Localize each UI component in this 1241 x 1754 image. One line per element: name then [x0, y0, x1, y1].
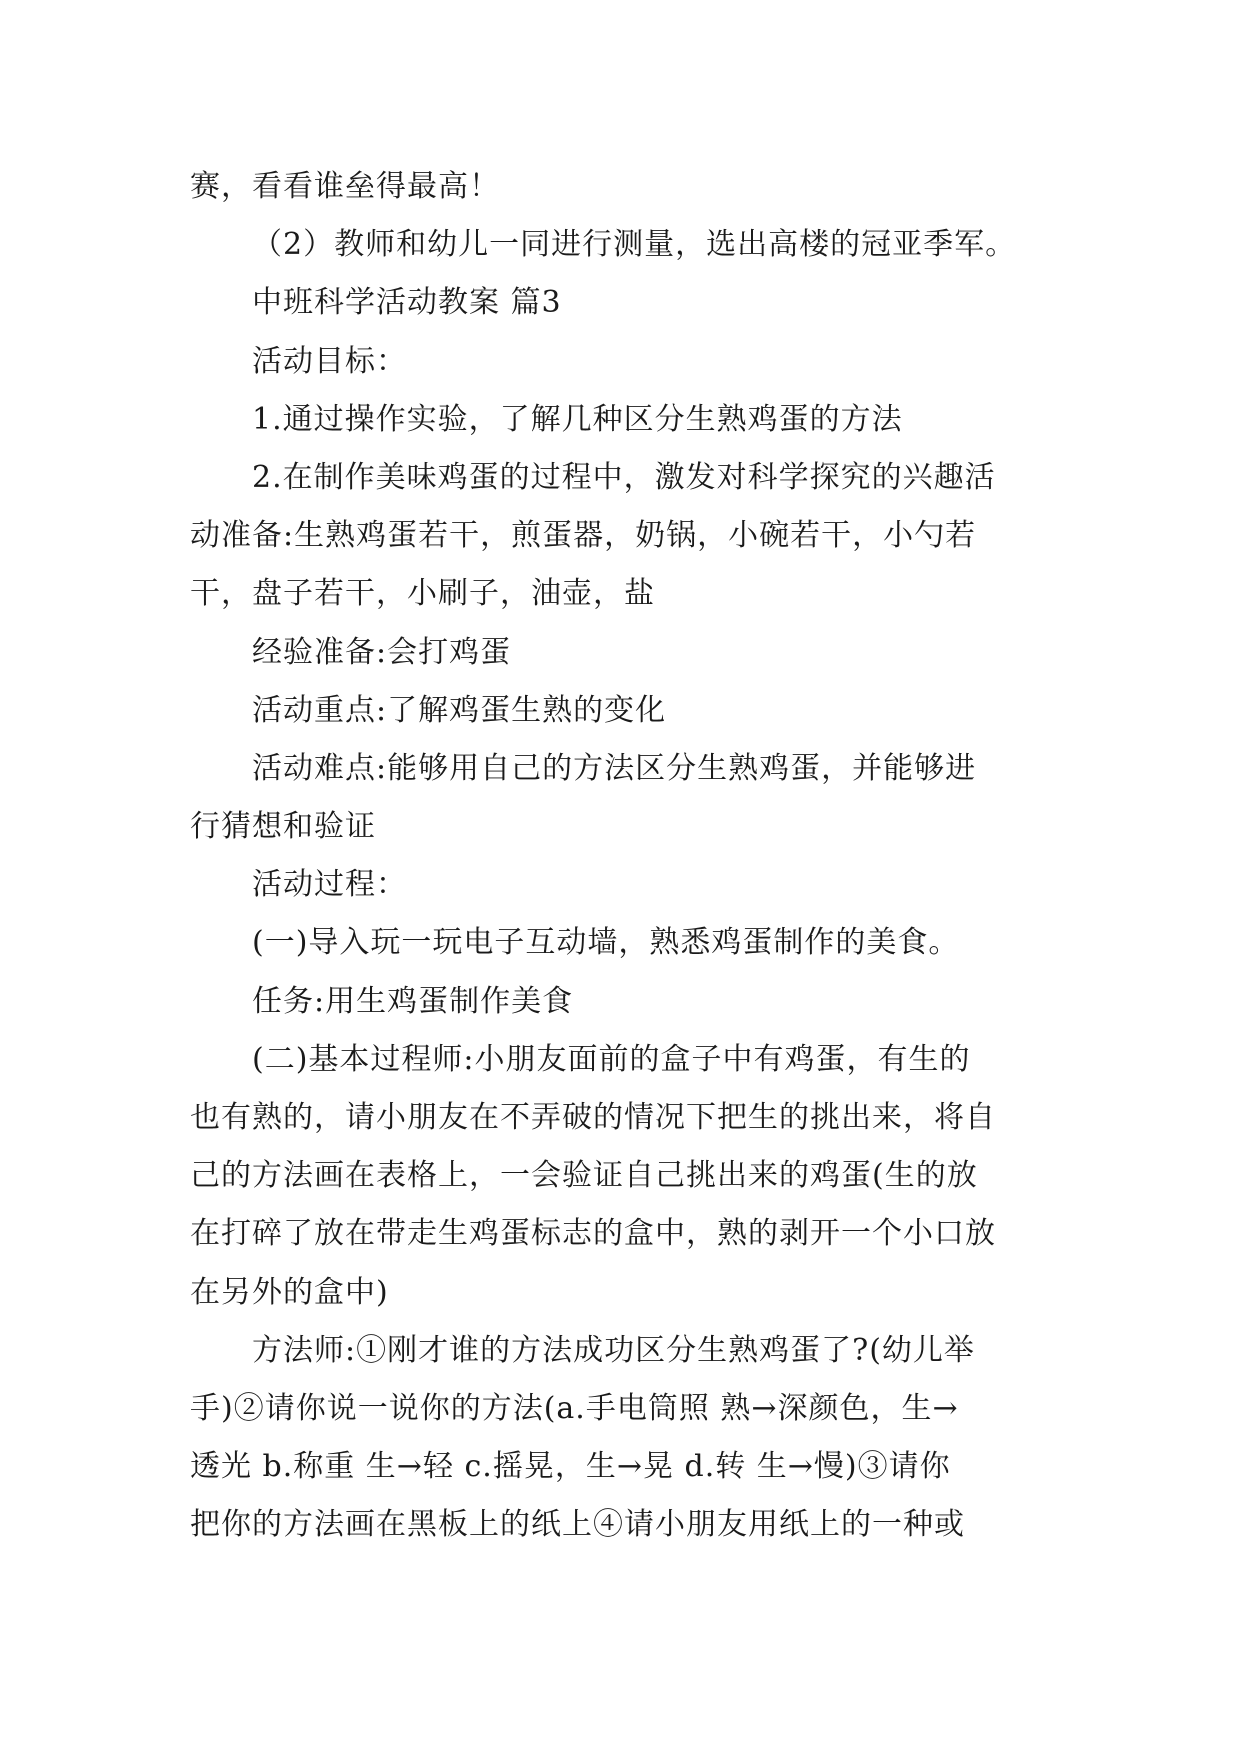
text-line: 1.通过操作实验，了解几种区分生熟鸡蛋的方法 — [252, 401, 903, 437]
text-line: 己的方法画在表格上，一会验证自己挑出来的鸡蛋(生的放 — [190, 1158, 978, 1194]
text-line: 活动重点:了解鸡蛋生熟的变化 — [252, 692, 667, 728]
text-line: 经验准备:会打鸡蛋 — [252, 634, 512, 670]
text-line: 手)②请你说一说你的方法(a.手电筒照 熟→深颜色，生→ — [190, 1390, 959, 1426]
text-line: 在另外的盒中) — [190, 1274, 389, 1310]
text-line: 行猜想和验证 — [190, 809, 376, 845]
text-line: 在打碎了放在带走生鸡蛋标志的盒中，熟的剥开一个小口放 — [190, 1216, 996, 1252]
text-line: (二)基本过程师:小朋友面前的盒子中有鸡蛋，有生的 — [252, 1041, 971, 1077]
text-line: 活动过程： — [252, 867, 407, 903]
text-line: 2.在制作美味鸡蛋的过程中，激发对科学探究的兴趣活 — [252, 459, 996, 495]
text-line: 动准备:生熟鸡蛋若干，煎蛋器，奶锅，小碗若干，小勺若 — [190, 518, 977, 554]
text-line: (一)导入玩一玩电子互动墙，熟悉鸡蛋制作的美食。 — [252, 925, 960, 961]
section-heading: 中班科学活动教案 篇3 — [252, 285, 562, 321]
text-line: 赛，看看谁垒得最高！ — [190, 169, 500, 204]
text-line: 把你的方法画在黑板上的纸上④请小朋友用纸上的一种或 — [190, 1507, 965, 1543]
text-line: 方法师:①刚才谁的方法成功区分生熟鸡蛋了?(幼儿举 — [252, 1332, 975, 1368]
body-text — [190, 158, 1070, 1555]
text-line: 干，盘子若干，小刷子，油壶，盐 — [190, 576, 655, 612]
text-line: 也有熟的，请小朋友在不弄破的情况下把生的挑出来，将自 — [190, 1100, 996, 1135]
text-line: 任务:用生鸡蛋制作美食 — [252, 983, 574, 1019]
text-line: 活动目标： — [252, 343, 407, 379]
text-line: （2）教师和幼儿一同进行测量，选出高楼的冠亚季军。 — [252, 227, 1017, 263]
text-line: 透光 b.称重 生→轻 c.摇晃，生→晃 d.转 生→慢)③请你 — [190, 1449, 951, 1485]
text-line: 活动难点:能够用自己的方法区分生熟鸡蛋，并能够进 — [252, 750, 977, 786]
